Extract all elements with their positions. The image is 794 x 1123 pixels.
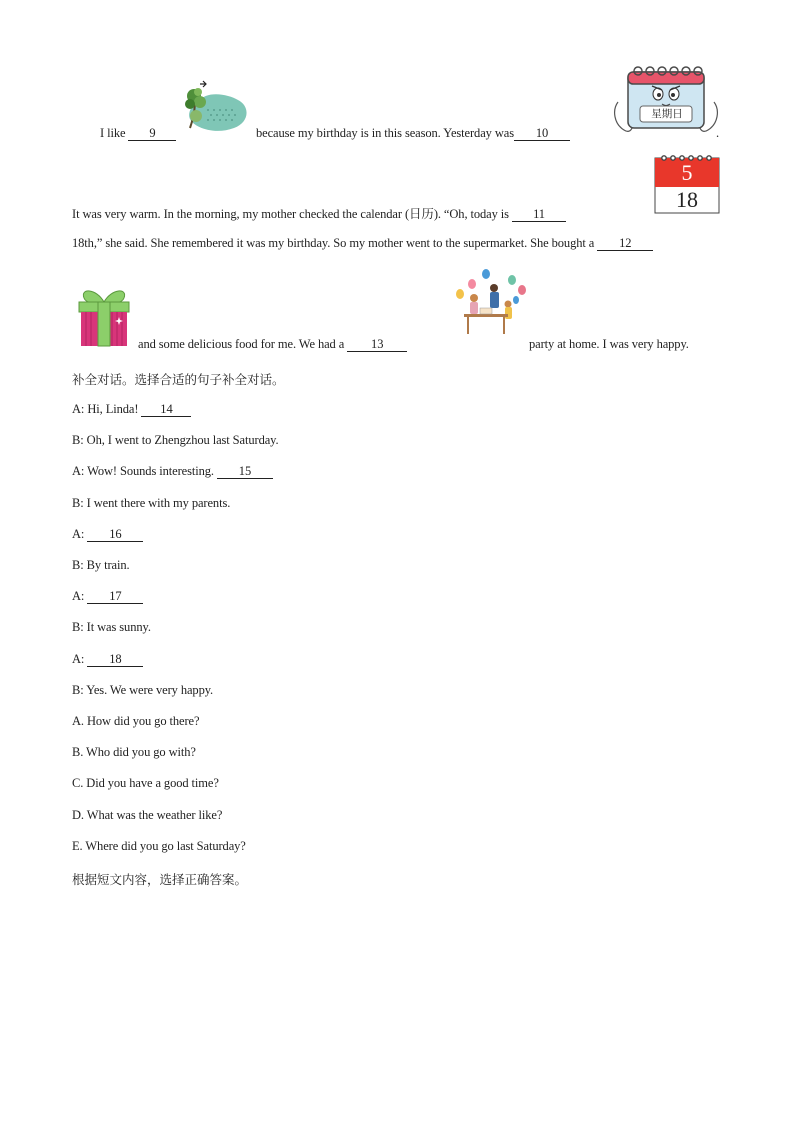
- line4-text: and some delicious food for me. We had a: [138, 337, 348, 351]
- blank-14[interactable]: 14: [141, 403, 191, 417]
- gift-box-picture: [76, 286, 132, 348]
- blank-11[interactable]: 11: [512, 208, 566, 222]
- option-d: D. What was the weather like?: [72, 808, 223, 822]
- blank-12[interactable]: 12: [597, 237, 653, 251]
- option-e: E. Where did you go last Saturday?: [72, 839, 246, 853]
- dialogue-text: Oh, I went to Zhengzhou last Saturday.: [86, 433, 279, 447]
- dialogue-text: Wow! Sounds interesting.: [87, 464, 217, 478]
- blank-10[interactable]: 10: [514, 127, 570, 141]
- option-c: C. Did you have a good time?: [72, 776, 219, 790]
- passage-line-3: [72, 236, 653, 251]
- sunday-calendar-picture: [612, 64, 720, 138]
- dialogue-line: [72, 558, 130, 573]
- blank-15[interactable]: 15: [217, 465, 273, 479]
- next-section-heading: 根据短文内容，选择正确答案。: [72, 872, 248, 887]
- speaker-label: A:: [72, 527, 85, 541]
- dialogue-line: [72, 683, 213, 698]
- speaker-label: A:: [72, 464, 85, 478]
- dialogue-line: [72, 652, 143, 667]
- line1-middle-text: because my birthday is in this season. Yesterday was: [256, 126, 514, 140]
- line1-end-period: .: [716, 126, 720, 140]
- line2-text: It was very warm. In the morning, my mother checked the calendar (日历). “Oh, today is: [72, 207, 512, 221]
- date-calendar-picture: [654, 154, 720, 214]
- speaker-label: B:: [72, 620, 84, 634]
- speaker-label: B:: [72, 558, 84, 572]
- blank-17[interactable]: 17: [87, 590, 143, 604]
- dialogue-text: Hi, Linda!: [87, 402, 142, 416]
- party-picture: [454, 266, 530, 338]
- option-b: B. Who did you go with?: [72, 745, 196, 759]
- calendar-day: 18: [676, 187, 698, 212]
- dialogue-text: By train.: [86, 558, 130, 572]
- dialogue-line: [72, 620, 151, 635]
- passage-line-2: [72, 204, 566, 222]
- passage-line-4-end: party at home. I was very happy.: [529, 337, 689, 351]
- speaker-label: A:: [72, 652, 85, 666]
- speaker-label: B:: [72, 683, 84, 697]
- option-a: A. How did you go there?: [72, 714, 200, 728]
- dialogue-line: [72, 589, 143, 604]
- dialogue-heading: 补全对话。选择合适的句子补全对话。: [72, 372, 285, 387]
- dialogue-text: I went there with my parents.: [86, 496, 231, 510]
- blank-18[interactable]: 18: [87, 653, 143, 667]
- dialogue-text: Yes. We were very happy.: [86, 683, 214, 697]
- speaker-label: A:: [72, 589, 85, 603]
- line1-text: I like: [100, 126, 129, 140]
- calendar-month: 5: [681, 160, 693, 185]
- passage-line-4: [138, 337, 407, 352]
- passage-line-1: [100, 126, 176, 141]
- blank-13[interactable]: 13: [347, 338, 407, 352]
- calendar-sunday-label: 星期日: [651, 108, 683, 120]
- blank-16[interactable]: 16: [87, 528, 143, 542]
- speaker-label: A:: [72, 402, 85, 416]
- dialogue-line: [72, 527, 143, 542]
- spring-season-picture: [184, 80, 252, 134]
- dialogue-line: [72, 402, 191, 417]
- passage-line-1-cont: [256, 126, 570, 141]
- dialogue-line: [72, 433, 279, 448]
- line3-text: 18th,” she said. She remembered it was my birthday. So my mother went to the supermarket. She bought a: [72, 236, 598, 250]
- speaker-label: B:: [72, 433, 84, 447]
- dialogue-line: [72, 496, 230, 511]
- dialogue-text: It was sunny.: [86, 620, 151, 634]
- dialogue-line: [72, 464, 273, 479]
- blank-9[interactable]: 9: [128, 127, 176, 141]
- speaker-label: B:: [72, 496, 84, 510]
